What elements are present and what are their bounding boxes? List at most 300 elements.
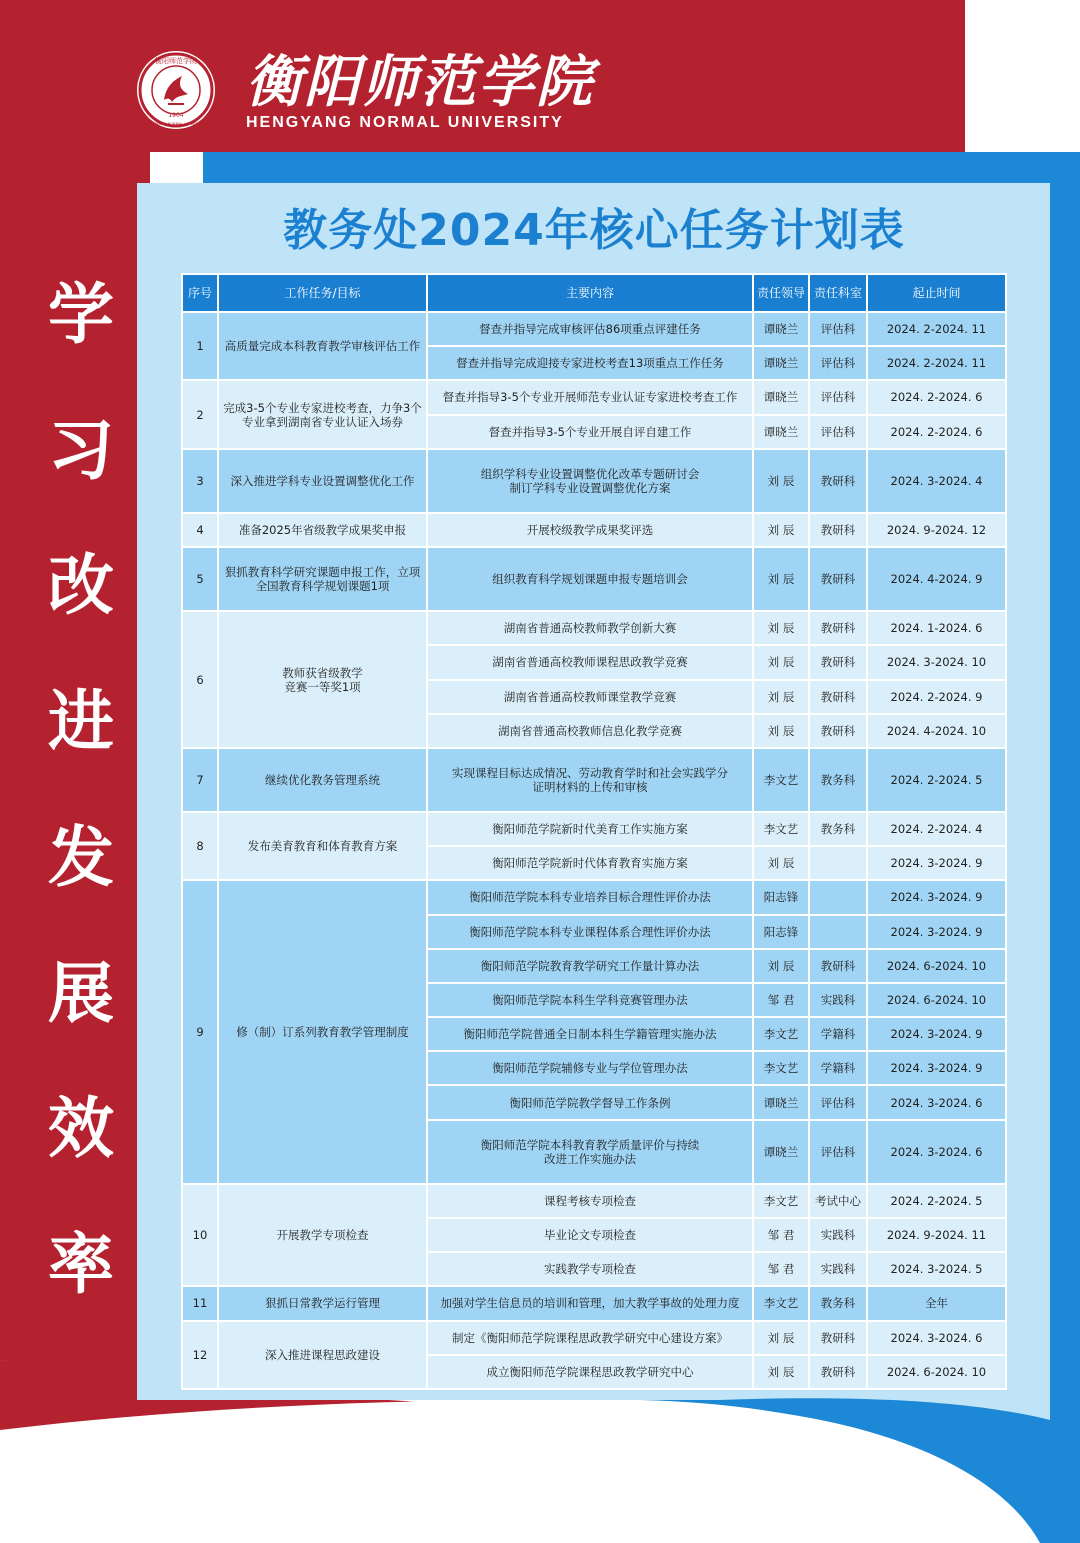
leader-cell: [753, 346, 809, 380]
seal-year: 1904: [168, 112, 184, 119]
task-cell-text: 继续优化教务管理系统: [265, 772, 380, 787]
leader-cell-text: 李文艺: [763, 1027, 799, 1042]
content-cell-text: 课程考核专项检查: [544, 1193, 636, 1208]
header-task: 工作任务/目标: [218, 274, 427, 312]
time-cell: [867, 449, 1006, 513]
time-cell-text: 2024. 3-2024. 9: [890, 924, 983, 939]
dept-cell: [809, 949, 867, 983]
leader-cell-text: 谭晓兰: [763, 424, 799, 439]
dept-cell: [809, 1051, 867, 1085]
time-cell: [867, 812, 1006, 846]
row-number-cell-text: 1: [196, 339, 204, 354]
content-cell-text: 毕业论文专项检查: [544, 1228, 636, 1243]
dept-cell: [809, 312, 867, 346]
time-cell: [867, 415, 1006, 449]
seal-text: 衡阳师范学院: [155, 57, 197, 65]
row-number-cell: [182, 513, 218, 547]
leader-cell: [753, 915, 809, 949]
task-cell: [218, 1321, 427, 1390]
content-cell: [427, 714, 753, 748]
time-cell-text: 2024. 4-2024. 9: [890, 572, 983, 587]
content-cell: [427, 1085, 753, 1119]
leader-cell: [753, 748, 809, 812]
dept-cell-text: 教研科: [820, 689, 856, 704]
task-cell: [218, 380, 427, 448]
leader-cell: [753, 547, 809, 611]
task-cell-text: 准备2025年省级教学成果奖申报: [238, 522, 407, 537]
row-number-cell: [182, 312, 218, 380]
dept-cell: [809, 748, 867, 812]
content-cell: [427, 611, 753, 645]
leader-cell: [753, 846, 809, 880]
task-cell-text: 开展教学专项检查: [276, 1228, 369, 1243]
leader-cell: [753, 1321, 809, 1355]
leader-cell: [753, 1051, 809, 1085]
dept-cell-text: 实践科: [820, 1228, 856, 1243]
time-cell-text: 2024. 2-2024. 11: [886, 322, 987, 337]
leader-cell: [753, 1085, 809, 1119]
table-row: [182, 611, 1006, 645]
time-cell-text: 全年: [925, 1296, 948, 1311]
row-number-cell: [182, 547, 218, 611]
time-cell-text: 2024. 3-2024. 4: [890, 473, 983, 488]
slogan-char: 改: [48, 547, 114, 625]
content-cell: [427, 645, 753, 679]
dept-cell: [809, 611, 867, 645]
dept-cell-text: 教研科: [820, 621, 856, 636]
dept-cell-text: 实践科: [820, 993, 856, 1007]
dept-cell: [809, 680, 867, 714]
table-row: [182, 547, 1006, 611]
task-cell: [218, 812, 427, 880]
vertical-slogan: [40, 275, 122, 1305]
leader-cell-text: 刘 辰: [767, 856, 795, 871]
time-cell: [867, 1184, 1006, 1218]
time-cell: [867, 645, 1006, 679]
time-cell-text: 2024. 2-2024. 5: [890, 1193, 983, 1208]
slogan-char: 率: [48, 1225, 114, 1303]
row-number-cell-text: 7: [196, 772, 204, 787]
leader-cell: [753, 1252, 809, 1286]
dept-cell-text: 评估科: [820, 322, 856, 337]
content-cell-text: 衡阳师范学院本科生学科竞赛管理办法: [492, 993, 688, 1007]
slogan-char: 进: [48, 683, 114, 761]
table-row: [182, 880, 1006, 914]
content-cell-text: 督查并指导完成审核评估86项重点评建任务: [479, 322, 701, 337]
table-row: [182, 513, 1006, 547]
dept-cell: [809, 346, 867, 380]
leader-cell: [753, 449, 809, 513]
time-cell: [867, 949, 1006, 983]
content-cell: [427, 415, 753, 449]
time-cell: [867, 748, 1006, 812]
dept-cell-text: 考试中心: [815, 1193, 861, 1208]
dept-cell-text: 学籍科: [820, 1061, 856, 1076]
leader-cell: [753, 312, 809, 346]
time-cell: [867, 547, 1006, 611]
time-cell: [867, 380, 1006, 414]
time-cell-text: 2024. 3-2024. 9: [890, 1061, 983, 1076]
slogan-char: 展: [48, 954, 114, 1032]
task-cell-text: 狠抓日常教学运行管理: [265, 1296, 380, 1311]
content-cell: [427, 312, 753, 346]
time-cell: [867, 1017, 1006, 1051]
task-cell: [218, 748, 427, 812]
dept-cell: [809, 1252, 867, 1286]
content-cell-text: 实践教学专项检查: [544, 1262, 636, 1277]
dept-cell-text: 教务科: [820, 1296, 856, 1311]
header-leader: 责任领导: [753, 274, 809, 312]
time-cell: [867, 1120, 1006, 1184]
task-cell-text: 狠抓教育科学研究课题申报工作，立项 全国教育科学规划课题1项: [224, 565, 421, 594]
dept-cell-text: 教研科: [820, 655, 856, 670]
content-cell: [427, 846, 753, 880]
dept-cell: [809, 846, 867, 880]
content-cell: [427, 812, 753, 846]
time-cell: [867, 714, 1006, 748]
dept-cell-text: 教研科: [820, 723, 856, 738]
university-seal: [136, 50, 216, 130]
slogan-char: 学: [48, 276, 114, 353]
content-cell-text: 湖南省普通高校教师教学创新大赛: [503, 621, 677, 636]
time-cell: [867, 513, 1006, 547]
leader-cell: [753, 714, 809, 748]
content-cell-text: 衡阳师范学院新时代美育工作实施方案: [492, 822, 688, 837]
leader-cell-text: 李文艺: [763, 1296, 799, 1311]
task-cell-text: 高质量完成本科教育教学审核评估工作: [224, 339, 421, 354]
task-cell: [218, 880, 427, 1183]
row-number-cell-text: 6: [196, 672, 204, 687]
header-dept: 责任科室: [809, 274, 867, 312]
time-cell-text: 2024. 3-2024. 6: [890, 1330, 983, 1345]
row-number-cell: [182, 1321, 218, 1390]
row-number-cell: [182, 1286, 218, 1320]
dept-cell: [809, 915, 867, 949]
content-cell: [427, 680, 753, 714]
content-cell: [427, 513, 753, 547]
task-cell: [218, 1286, 427, 1320]
row-number-cell-text: 2: [196, 407, 204, 422]
content-cell: [427, 880, 753, 914]
leader-cell-text: 刘 辰: [767, 655, 795, 670]
time-cell: [867, 1321, 1006, 1355]
dept-cell: [809, 714, 867, 748]
time-cell-text: 2024. 6-2024. 10: [886, 1364, 987, 1379]
dept-cell-text: 教务科: [820, 822, 856, 837]
time-cell: [867, 846, 1006, 880]
content-cell-text: 督查并指导3-5个专业开展自评自建工作: [488, 424, 692, 439]
leader-cell-text: 阳志锋: [763, 890, 799, 905]
leader-cell-text: 李文艺: [763, 1061, 799, 1076]
dept-cell-text: 教研科: [820, 572, 856, 587]
time-cell: [867, 1355, 1006, 1389]
dept-cell: [809, 1184, 867, 1218]
row-number-cell-text: 10: [192, 1228, 208, 1243]
time-cell-text: 2024. 9-2024. 11: [886, 1228, 987, 1243]
time-cell-text: 2024. 1-2024. 6: [890, 621, 983, 636]
slogan-char: 效: [48, 1090, 114, 1168]
slogan-char: 发: [48, 818, 114, 896]
leader-cell: [753, 812, 809, 846]
time-cell: [867, 1286, 1006, 1320]
content-cell: [427, 1321, 753, 1355]
time-cell-text: 2024. 2-2024. 4: [890, 822, 983, 837]
content-cell-text: 衡阳师范学院新时代体育教育实施方案: [492, 856, 688, 871]
table-row: [182, 748, 1006, 812]
leader-cell-text: 李文艺: [763, 772, 799, 787]
content-cell: [427, 748, 753, 812]
content-cell: [427, 1017, 753, 1051]
task-cell-text: 发布美育教育和体育教育方案: [247, 839, 398, 854]
row-number-cell-text: 9: [196, 1025, 204, 1040]
content-cell-text: 衡阳师范学院本科教育教学质量评价与持续 改进工作实施办法: [480, 1137, 700, 1166]
dept-cell-text: 评估科: [820, 390, 856, 405]
leader-cell-text: 刘 辰: [767, 689, 795, 704]
slogan-char: 习: [48, 411, 114, 489]
row-number-cell: [182, 812, 218, 880]
row-number-cell-text: 12: [192, 1347, 208, 1362]
dept-cell: [809, 513, 867, 547]
dept-cell: [809, 1085, 867, 1119]
task-cell-text: 修（制）订系列教育教学管理制度: [236, 1025, 409, 1040]
dept-cell: [809, 880, 867, 914]
content-cell-text: 衡阳师范学院教育教学研究工作量计算办法: [480, 958, 700, 973]
dept-cell-text: 评估科: [820, 1095, 856, 1110]
table-row: [182, 1184, 1006, 1218]
table-row: [182, 312, 1006, 346]
content-cell-text: 实现课程目标达成情况、劳动教育学时和社会实践学分 证明材料的上传和审核: [452, 765, 728, 794]
time-cell-text: 2024. 2-2024. 6: [890, 424, 983, 439]
leader-cell: [753, 645, 809, 679]
dept-cell: [809, 812, 867, 846]
row-number-cell: [182, 1184, 218, 1287]
time-cell: [867, 1085, 1006, 1119]
content-cell-text: 衡阳师范学院本科专业课程体系合理性评价办法: [469, 924, 711, 939]
row-number-cell: [182, 748, 218, 812]
leader-cell-text: 阳志锋: [763, 924, 799, 939]
content-cell: [427, 983, 753, 1017]
dept-cell: [809, 1218, 867, 1252]
content-cell-text: 开展校级教学成果奖评选: [526, 522, 654, 537]
dept-cell: [809, 449, 867, 513]
content-cell: [427, 346, 753, 380]
leader-cell-text: 谭晓兰: [763, 1095, 799, 1110]
leader-cell-text: 刘 辰: [767, 1330, 795, 1345]
dept-cell-text: 评估科: [820, 424, 856, 439]
time-cell: [867, 983, 1006, 1017]
dept-cell: [809, 1286, 867, 1320]
leader-cell: [753, 949, 809, 983]
page-title: 教务处2024年核心任务计划表: [283, 205, 905, 256]
leader-cell-text: 刘 辰: [767, 572, 795, 587]
task-cell-text: 教师获省级教学 竞赛一等奖1项: [282, 665, 363, 694]
dept-cell-text: 教研科: [820, 522, 856, 537]
dept-cell-text: 实践科: [820, 1262, 856, 1277]
leader-cell: [753, 1184, 809, 1218]
leader-cell-text: 谭晓兰: [763, 390, 799, 405]
leader-cell-text: 谭晓兰: [763, 1144, 799, 1159]
leader-cell: [753, 1017, 809, 1051]
content-cell-text: 成立衡阳师范学院课程思政教学研究中心: [486, 1364, 694, 1379]
leader-cell: [753, 415, 809, 449]
row-number-cell-text: 5: [196, 572, 204, 587]
leader-cell: [753, 1286, 809, 1320]
content-cell-text: 督查并指导3-5个专业开展师范专业认证专家进校考查工作: [442, 390, 738, 405]
task-table: [181, 273, 1007, 1390]
leader-cell-text: 刘 辰: [767, 473, 795, 488]
time-cell-text: 2024. 9-2024. 12: [886, 522, 987, 537]
time-cell-text: 2024. 6-2024. 10: [886, 958, 987, 973]
task-table-wrapper: [181, 273, 1005, 1390]
content-cell-text: 制定《衡阳师范学院课程思政教学研究中心建设方案》: [452, 1330, 728, 1345]
content-cell-text: 加强对学生信息员的培训和管理，加大教学事故的处理力度: [440, 1296, 740, 1311]
content-cell: [427, 1218, 753, 1252]
content-cell-text: 督查并指导完成迎接专家进校考查13项重点工作任务: [456, 356, 724, 371]
university-name-cn: 衡阳师范学院: [246, 49, 594, 115]
time-cell: [867, 611, 1006, 645]
leader-cell-text: 李文艺: [763, 1193, 799, 1208]
table-header-row: [182, 274, 1006, 312]
task-cell: [218, 611, 427, 748]
dept-cell-text: 教研科: [820, 1364, 856, 1379]
content-cell-text: 衡阳师范学院本科专业培养目标合理性评价办法: [469, 890, 711, 905]
dept-cell-text: 教务科: [820, 772, 856, 787]
time-cell: [867, 346, 1006, 380]
dept-cell: [809, 645, 867, 679]
dept-cell-text: 评估科: [820, 1144, 856, 1159]
time-cell-text: 2024. 3-2024. 9: [890, 856, 983, 871]
content-cell-text: 衡阳师范学院普通全日制本科生学籍管理实施办法: [463, 1027, 717, 1042]
row-number-cell: [182, 880, 218, 1183]
task-cell-text: 完成3-5个专业专家进校考查，力争3个 专业拿到湖南省专业认证入场券: [223, 400, 422, 429]
dept-cell: [809, 547, 867, 611]
time-cell: [867, 1051, 1006, 1085]
leader-cell: [753, 1355, 809, 1389]
content-cell: [427, 1355, 753, 1389]
row-number-cell-text: 3: [196, 473, 204, 488]
row-number-cell-text: 4: [196, 522, 204, 537]
dept-cell-text: 教研科: [820, 473, 856, 488]
task-cell: [218, 312, 427, 380]
row-number-cell: [182, 380, 218, 448]
leader-cell: [753, 513, 809, 547]
leader-cell-text: 谭晓兰: [763, 356, 799, 371]
table-row: [182, 1321, 1006, 1355]
leader-cell: [753, 1120, 809, 1184]
header-no: 序号: [182, 274, 218, 312]
row-number-cell: [182, 611, 218, 748]
table-row: [182, 380, 1006, 414]
time-cell-text: 2024. 3-2024. 9: [890, 1027, 983, 1042]
time-cell: [867, 1252, 1006, 1286]
content-cell: [427, 449, 753, 513]
leader-cell: [753, 983, 809, 1017]
content-cell: [427, 1184, 753, 1218]
time-cell-text: 2024. 4-2024. 10: [886, 723, 987, 738]
leader-cell: [753, 380, 809, 414]
content-cell: [427, 380, 753, 414]
table-row: [182, 449, 1006, 513]
leader-cell-text: 刘 辰: [767, 958, 795, 973]
dept-cell: [809, 1321, 867, 1355]
time-cell: [867, 1218, 1006, 1252]
time-cell-text: 2024. 3-2024. 5: [890, 1262, 983, 1277]
time-cell-text: 2024. 2-2024. 11: [886, 356, 987, 371]
university-name-en: HENGYANG NORMAL UNIVERSITY: [246, 114, 564, 131]
dept-cell: [809, 1120, 867, 1184]
time-cell: [867, 880, 1006, 914]
task-cell: [218, 449, 427, 513]
dept-cell: [809, 415, 867, 449]
leader-cell-text: 刘 辰: [767, 1364, 795, 1379]
dept-cell: [809, 983, 867, 1017]
content-cell: [427, 1051, 753, 1085]
time-cell-text: 2024. 3-2024. 10: [886, 655, 987, 670]
time-cell-text: 2024. 3-2024. 9: [890, 890, 983, 905]
content-cell-text: 组织教育科学规划课题申报专题培训会: [492, 572, 688, 587]
row-number-cell-text: 8: [196, 839, 204, 854]
time-cell: [867, 915, 1006, 949]
content-cell: [427, 1120, 753, 1184]
time-cell-text: 2024. 2-2024. 6: [890, 390, 983, 405]
content-cell: [427, 1286, 753, 1320]
content-cell: [427, 949, 753, 983]
task-cell-text: 深入推进学科专业设置调整优化工作: [230, 473, 415, 488]
content-cell-text: 衡阳师范学院辅修专业与学位管理办法: [492, 1061, 688, 1076]
content-cell-text: 湖南省普通高校教师课程思政教学竞赛: [492, 655, 688, 670]
content-cell-text: 衡阳师范学院教学督导工作条例: [509, 1095, 671, 1110]
leader-cell: [753, 611, 809, 645]
leader-cell: [753, 1218, 809, 1252]
dept-cell: [809, 380, 867, 414]
dept-cell-text: 教研科: [820, 1330, 856, 1345]
content-cell: [427, 915, 753, 949]
dept-cell-text: 评估科: [820, 356, 856, 371]
time-cell-text: 2024. 3-2024. 6: [890, 1095, 983, 1110]
dept-cell-text: 教研科: [820, 958, 856, 973]
leader-cell-text: 刘 辰: [767, 522, 795, 537]
leader-cell-text: 邹 君: [767, 1262, 795, 1277]
time-cell-text: 2024. 2-2024. 5: [890, 772, 983, 787]
time-cell: [867, 312, 1006, 346]
task-cell: [218, 547, 427, 611]
content-cell: [427, 1252, 753, 1286]
dept-cell: [809, 1355, 867, 1389]
row-number-cell-text: 11: [192, 1296, 208, 1311]
leader-cell-text: 刘 辰: [767, 723, 795, 738]
time-cell-text: 2024. 3-2024. 6: [890, 1144, 983, 1159]
table-body: [182, 312, 1006, 1389]
leader-cell: [753, 680, 809, 714]
task-cell-text: 深入推进课程思政建设: [265, 1347, 380, 1362]
row-number-cell: [182, 449, 218, 513]
table-row: [182, 1286, 1006, 1320]
time-cell: [867, 680, 1006, 714]
time-cell-text: 2024. 6-2024. 10: [886, 993, 987, 1007]
leader-cell-text: 谭晓兰: [763, 322, 799, 337]
task-cell: [218, 513, 427, 547]
leader-cell-text: 刘 辰: [767, 621, 795, 636]
dept-cell-text: 学籍科: [820, 1027, 856, 1042]
leader-cell-text: 李文艺: [763, 822, 799, 837]
leader-cell-text: 邹 君: [767, 993, 795, 1007]
table-row: [182, 812, 1006, 846]
content-cell-text: 组织学科专业设置调整优化改革专题研讨会 制订学科专业设置调整优化方案: [480, 466, 700, 495]
content-cell: [427, 547, 753, 611]
content-cell-text: 湖南省普通高校教师信息化教学竞赛: [498, 723, 682, 738]
leader-cell: [753, 880, 809, 914]
content-cell-text: 湖南省普通高校教师课堂教学竞赛: [503, 689, 677, 704]
